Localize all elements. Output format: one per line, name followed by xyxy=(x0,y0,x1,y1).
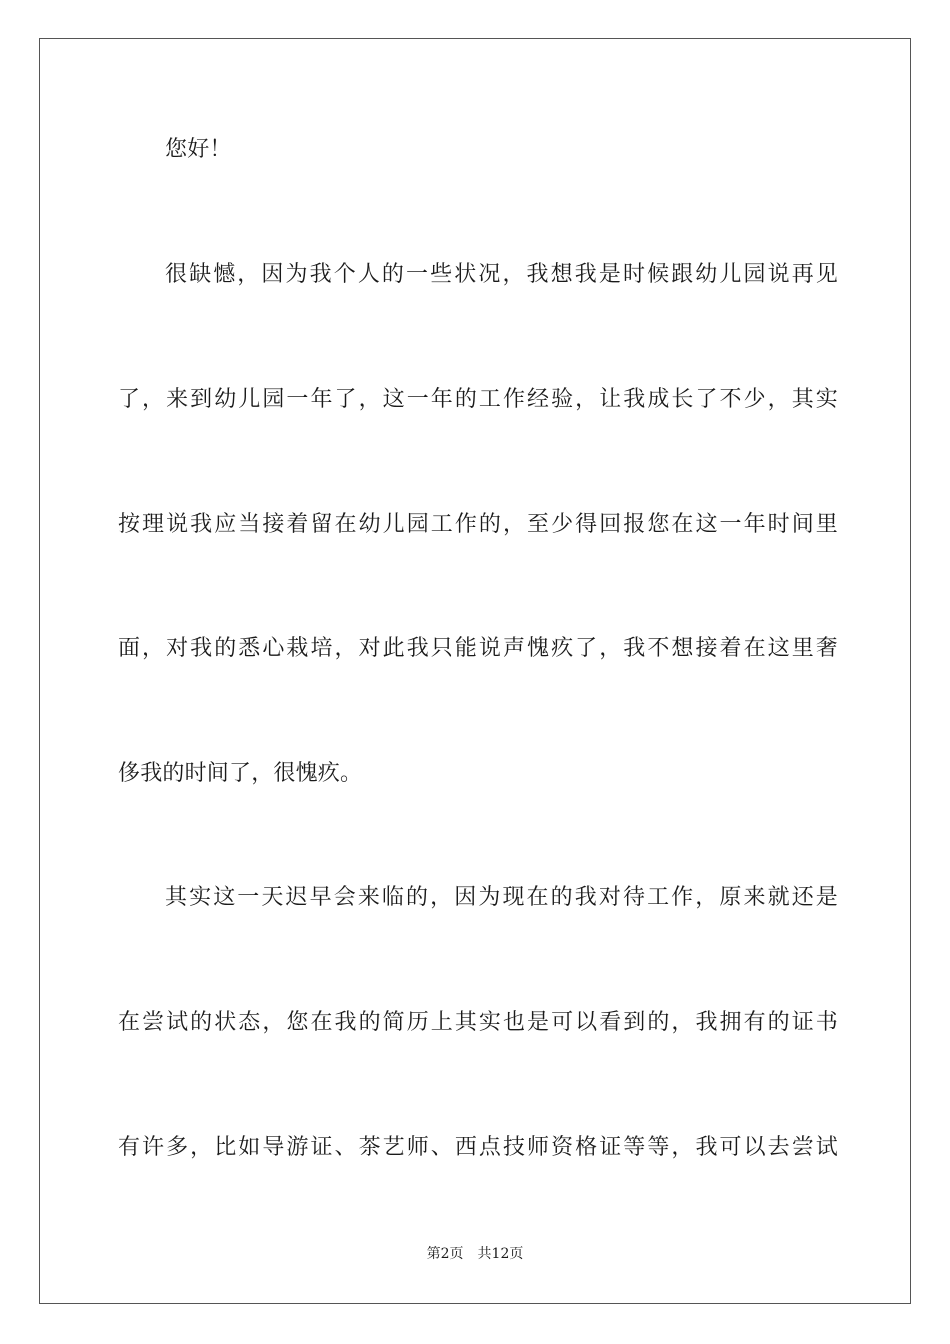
text-line-6: 其实这一天迟早会来临的，因为现在的我对待工作，原来就还是 xyxy=(165,885,838,910)
text-line-8: 有许多，比如导游证、茶艺师、西点技师资格证等等，我可以去尝试 xyxy=(118,1135,838,1160)
page-footer xyxy=(0,1244,950,1264)
page-number: 第2页 xyxy=(426,1246,464,1262)
text-line-3: 按理说我应当接着留在幼儿园工作的，至少得回报您在这一年时间里 xyxy=(118,512,838,537)
greeting-line: 您好！ xyxy=(165,137,232,162)
text-line-7: 在尝试的状态，您在我的简历上其实也是可以看到的，我拥有的证书 xyxy=(118,1010,838,1035)
text-line-4: 面，对我的悉心栽培，对此我只能说声愧疚了，我不想接着在这里奢 xyxy=(118,636,838,661)
text-line-1: 很缺憾，因为我个人的一些状况，我想我是时候跟幼儿园说再见 xyxy=(165,262,838,287)
page-total: 共12页 xyxy=(477,1246,524,1262)
page-frame xyxy=(39,38,911,1304)
text-line-2: 了，来到幼儿园一年了，这一年的工作经验，让我成长了不少，其实 xyxy=(118,387,838,412)
text-line-5: 侈我的时间了，很愧疚。 xyxy=(118,761,363,786)
